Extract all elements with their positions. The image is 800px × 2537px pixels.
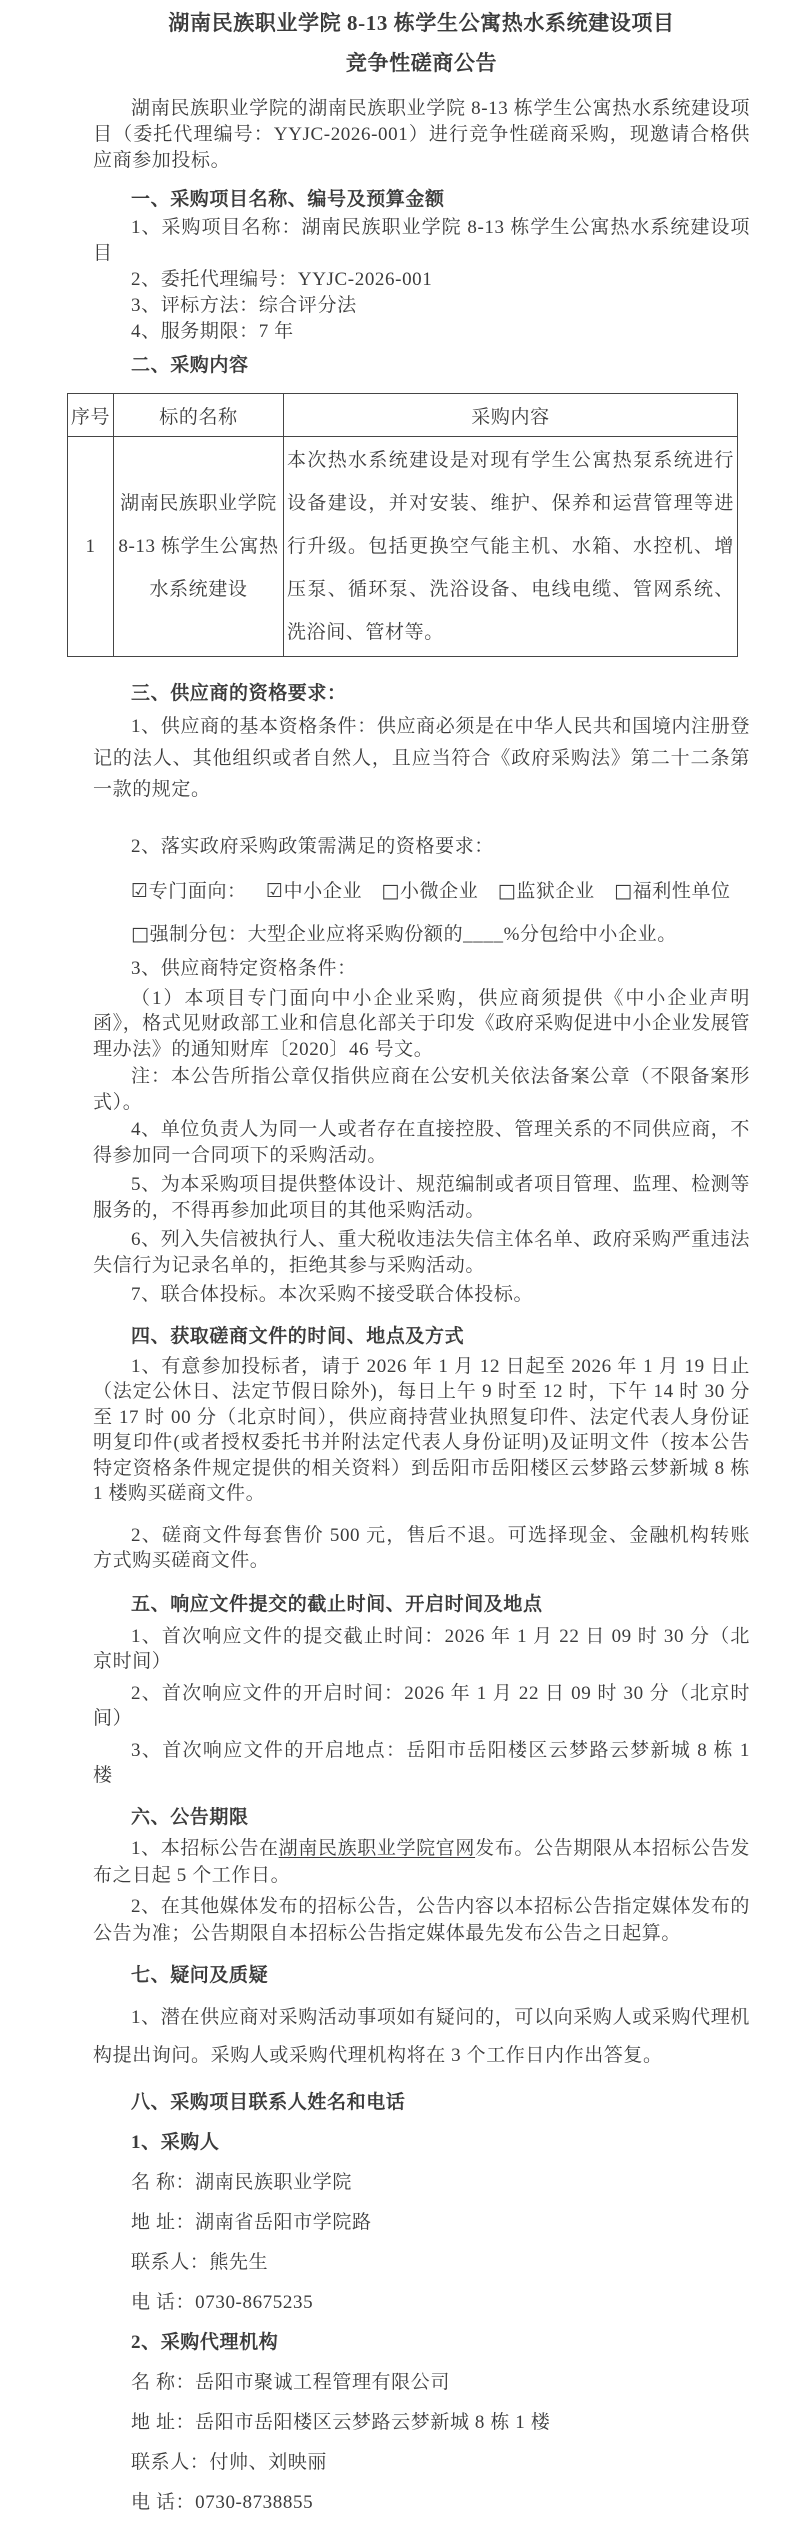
s3-policy-requirement: 2、落实政府采购政策需满足的资格要求： (131, 835, 494, 857)
buyer-name: 名 称：湖南民族职业学院 (131, 2171, 352, 2193)
s3-same-principal-rule: 4、单位负责人为同一人或者存在直接控股、管理关系的不同供应商，不得参加同一合同项下的采购活动。 (93, 1119, 750, 1166)
s3-seal-note: 注：本公告所指公章仅指供应商在公安机关依法备案公章（不限备案形式）。 (93, 1066, 750, 1113)
s6-publish-info (93, 1835, 750, 1889)
agency-contact-person: 联系人：付帅、刘映丽 (131, 2451, 328, 2473)
agency-phone: 电 话：0730-8738855 (131, 2491, 314, 2513)
section-heading-5: 五、响应文件提交的截止时间、开启时间及地点 (131, 1593, 543, 1615)
s3-sme-declaration: （1）本项目专门面向中小企业采购，供应商须提供《中小企业声明函》，格式见财政部工业和信息化部关于印发《政府采购促进中小企业发展管理办法》的通知财库〔2020〕46 号文。 (93, 987, 750, 1060)
cell-seq-no: 1 (68, 437, 114, 657)
s1-item-evaluation-method: 3、评标方法：综合评分法 (131, 295, 357, 316)
table-header-row (68, 394, 738, 437)
subcontract-label: 强制分包：大型企业应将采购份额的____%分包给中小企业。 (149, 923, 677, 945)
purchase-content-table (67, 393, 738, 657)
s1-item-service-period: 4、服务期限：7 年 (131, 321, 294, 342)
document-subtitle: 竞争性磋商公告 (345, 51, 498, 75)
s4-document-obtain-info: 1、有意参加投标者，请于 2026 年 1 月 12 日起至 2026 年 1 月 19 日止（法定公休日、法定节假日除外)，每日上午 9 时至 12 时，下午 14 时 30 分至 17 时 00 分（北京时间），供应商持营业执照复印件、法定代表人身份证明复印件(或者授权委托书并附法定代表人身份证明)及证明文件（按本公告特定资格条件规定提供的相关资料）到岳阳市岳阳楼区云梦路云梦新城 8 栋 1 楼购买磋商文件。 (93, 1355, 750, 1504)
agency-name: 名 称：岳阳市聚诚工程管理有限公司 (131, 2371, 450, 2393)
checkbox-checked-icon: ☑ (131, 879, 149, 902)
s1-item-project-name: 1、采购项目名称：湖南民族职业学院 8-13 栋学生公寓热水系统建设项目 (93, 217, 750, 264)
buyer-contact-person: 联系人：熊先生 (131, 2251, 269, 2273)
s5-open-time: 2、首次响应文件的开启时间：2026 年 1 月 22 日 09 时 30 分（北京时间） (93, 1682, 750, 1729)
checkbox-checked-icon: ☑ (266, 879, 284, 902)
option-sme (266, 881, 362, 902)
section-heading-1: 一、采购项目名称、编号及预算金额 (131, 189, 445, 210)
section-heading-2: 二、采购内容 (131, 355, 249, 376)
s5-submit-deadline: 1、首次响应文件的提交截止时间：2026 年 1 月 22 日 09 时 30 分（北京时间） (93, 1625, 750, 1672)
option-welfare (614, 881, 731, 902)
targeted-label: 专门面向： (148, 880, 247, 902)
option-label: 小微企业 (399, 880, 479, 902)
section-heading-6: 六、公告期限 (131, 1806, 249, 1828)
checkbox-unchecked-icon: □ (131, 922, 150, 945)
intro-paragraph: 湖南民族职业学院的湖南民族职业学院 8-13 栋学生公寓热水系统建设项目（委托代理编号：YYJC-2026-001）进行竞争性磋商采购，现邀请合格供应商参加投标。 (93, 98, 750, 171)
buyer-phone: 电 话：0730-8675235 (131, 2291, 314, 2313)
section-heading-4: 四、获取磋商文件的时间、地点及方式 (131, 1325, 465, 1347)
s5-open-location: 3、首次响应文件的开启地点：岳阳市岳阳楼区云梦路云梦新城 8 栋 1 楼 (93, 1739, 750, 1786)
agency-address: 地 址：岳阳市岳阳楼区云梦路云梦新城 8 栋 1 楼 (131, 2411, 551, 2433)
agency-heading: 2、采购代理机构 (131, 2331, 279, 2353)
checkbox-unchecked-icon: □ (497, 879, 517, 902)
table-row (68, 437, 738, 657)
s6-other-media-rule: 2、在其他媒体发布的招标公告，公告内容以本招标公告指定媒体发布的公告为准；公告期限自本招标公告指定媒体最先发布公告之日起算。 (93, 1895, 750, 1944)
option-label: 中小企业 (283, 880, 363, 902)
option-small-micro (381, 881, 478, 902)
section-heading-3: 三、供应商的资格要求： (131, 683, 347, 704)
targeted-group (131, 881, 247, 902)
cell-purchase-content: 本次热水系统建设是对现有学生公寓热泵系统进行设备建设，并对安装、维护、保养和运营管理等进行升级。包括更换空气能主机、水箱、水控机、增压泵、循环泵、洗浴设备、电线电缆、管网系统、洗浴间、管材等。 (284, 437, 738, 657)
subcontract-line (93, 921, 750, 948)
section-heading-7: 七、疑问及质疑 (131, 1964, 269, 1986)
s7-inquiry-rule: 1、潜在供应商对采购活动事项如有疑问的，可以向采购人或采购代理机构提出询问。采购人或采购代理机构将在 3 个工作日内作出答复。 (93, 2006, 750, 2066)
contact-section (93, 2083, 750, 2523)
checkbox-unchecked-icon: □ (381, 879, 400, 902)
checkbox-unchecked-icon: □ (614, 879, 633, 902)
s1-item-agency-number: 2、委托代理编号：YYJC-2026-001 (131, 269, 433, 290)
s3-consortium-rule: 7、联合体投标。本次采购不接受联合体投标。 (131, 1284, 534, 1305)
cell-target-name: 湖南民族职业学院 8-13 栋学生公寓热水系统建设 (114, 437, 284, 657)
column-header-content: 采购内容 (284, 394, 738, 437)
option-label: 监狱企业 (516, 880, 595, 902)
column-header-seq: 序号 (68, 394, 114, 437)
option-prison (498, 881, 595, 902)
s3-basic-qualification: 1、供应商的基本资格条件：供应商必须是在中华人民共和国境内注册登记的法人、其他组织或者自然人，且应当符合《政府采购法》第二十二条第一款的规定。 (93, 716, 750, 800)
publish-text-post: 发布。公告期限从本招标公告发布之日起 5 个工作日。 (93, 1837, 750, 1886)
policy-option-line (93, 878, 750, 905)
publish-site-underlined: 湖南民族职业学院官网 (278, 1837, 476, 1859)
document-title: 湖南民族职业学院 8-13 栋学生公寓热水系统建设项目 (168, 11, 675, 35)
section-heading-8: 八、采购项目联系人姓名和电话 (131, 2091, 406, 2113)
s3-dishonesty-list-rule: 6、列入失信被执行人、重大税收违法失信主体名单、政府采购严重违法失信行为记录名单的，拒绝其参与采购活动。 (93, 1229, 750, 1276)
option-label: 福利性单位 (632, 880, 731, 902)
buyer-address: 地 址：湖南省岳阳市学院路 (131, 2211, 372, 2233)
column-header-target-name: 标的名称 (114, 394, 284, 437)
s3-design-service-rule: 5、为本采购项目提供整体设计、规范编制或者项目管理、监理、检测等服务的，不得再参加此项目的其他采购活动。 (93, 1174, 750, 1221)
s3-specific-qualification: 3、供应商特定资格条件： (131, 957, 357, 979)
s4-document-price: 2、磋商文件每套售价 500 元，售后不退。可选择现金、金融机构转账方式购买磋商文件。 (93, 1524, 750, 1571)
buyer-heading: 1、采购人 (131, 2131, 220, 2153)
publish-text-pre: 1、本招标公告在 (131, 1837, 279, 1859)
